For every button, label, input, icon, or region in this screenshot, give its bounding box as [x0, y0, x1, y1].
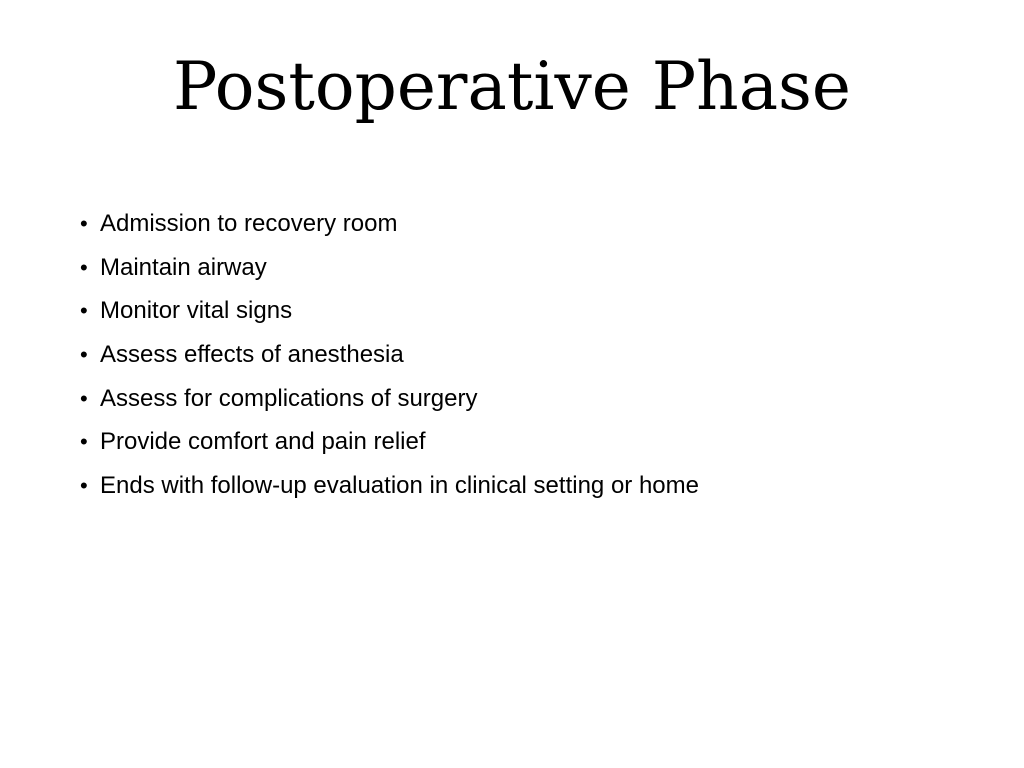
- bullet-dot-icon: •: [80, 473, 88, 499]
- bullet-dot-icon: •: [80, 385, 88, 411]
- list-item: [80, 377, 980, 421]
- list-item-text: Assess for complications of surgery: [100, 384, 478, 412]
- list-item-text: Maintain airway: [100, 253, 267, 281]
- list-item: [80, 464, 980, 508]
- bullet-dot-icon: •: [80, 211, 88, 236]
- list-item: [80, 333, 980, 377]
- list-item: [80, 420, 980, 464]
- list-item-text: Monitor vital signs: [100, 297, 293, 325]
- list-item-text: Admission to recovery room: [100, 210, 398, 237]
- list-item: [80, 289, 980, 333]
- slide-title: Postoperative Phase: [173, 48, 851, 125]
- list-item-text: Provide comfort and pain relief: [100, 428, 426, 456]
- list-item-text: Assess effects of anesthesia: [100, 341, 404, 369]
- bullet-dot-icon: •: [80, 298, 88, 324]
- bullet-dot-icon: •: [80, 429, 88, 455]
- list-item: [80, 246, 980, 290]
- bullet-list: [80, 202, 980, 508]
- bullet-dot-icon: •: [80, 254, 88, 280]
- list-item: [80, 202, 980, 246]
- list-item-text: Ends with follow-up evaluation in clinical setting or home: [100, 472, 699, 500]
- bullet-dot-icon: •: [80, 342, 88, 368]
